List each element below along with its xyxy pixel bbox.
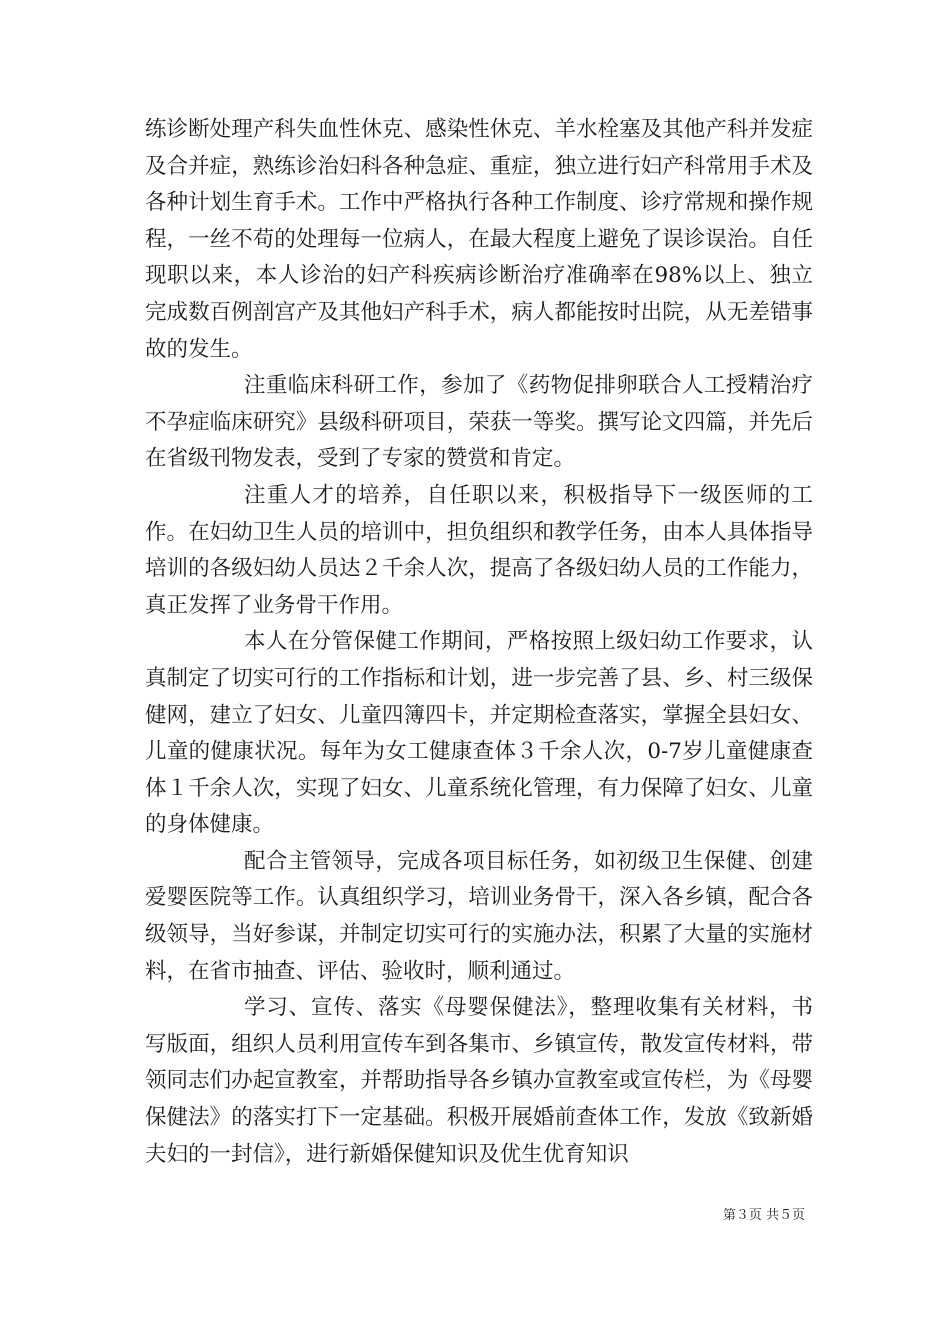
page-number: 第３页 共５页 bbox=[722, 1208, 805, 1223]
paragraph-cooperation: 配合主管领导，完成各项目标任务，如初级卫生保健、创建爱婴医院等工作。认真组织学习，培训业务骨干，深入各乡镇，配合各级领导，当好参谋，并制定切实可行的实施办法，积累了大量的实施材料，在省市抽查、评估、验收时，顺利通过。 bbox=[145, 848, 813, 984]
paragraph-research: 注重临床科研工作，参加了《药物促排卵联合人工授精治疗不孕症临床研究》县级科研项目，荣获一等奖。撰写论文四篇，并先后在省级刊物发表，受到了专家的赞赏和肯定。 bbox=[145, 373, 813, 472]
paragraph-healthcare: 本人在分管保健工作期间，严格按照上级妇幼工作要求，认真制定了切实可行的工作指标和计划，进一步完善了县、乡、村三级保健网，建立了妇女、儿童四簿四卡，并定期检查落实，掌握全县妇女、儿童的健康状况。每年为女工健康查体３千余人次，0-7岁儿童健康查体１千余人次，实现了妇女、儿童系统化管理，有力保障了妇女、儿童的身体健康。 bbox=[145, 629, 813, 838]
paragraph-training: 注重人才的培养，自任职以来，积极指导下一级医师的工作。在妇幼卫生人员的培训中，担负组织和教学任务，由本人具体指导培训的各级妇幼人员达２千余人次，提高了各级妇幼人员的工作能力，真正发挥了业务骨干作用。 bbox=[145, 482, 813, 618]
paragraph-continuation: 练诊断处理产科失血性休克、感染性休克、羊水栓塞及其他产科并发症及合并症，熟练诊治妇科各种急症、重症，独立进行妇产科常用手术及各种计划生育手术。工作中严格执行各种工作制度、诊疗常规和操作规程，一丝不苟的处理每一位病人，在最大程度上避免了误诊误治。自任现职以来，本人诊治的妇产科疾病诊断治疗准确率在98%以上、独立完成数百例剖宫产及其他妇产科手术，病人都能按时出院，从无差错事故的发生。 bbox=[145, 117, 813, 362]
paragraph-publicity: 学习、宣传、落实《母婴保健法》，整理收集有关材料，书写版面，组织人员利用宣传车到各集市、乡镇宣传，散发宣传材料，带领同志们办起宣教室，并帮助指导各乡镇办宣教室或宣传栏，为《母婴保健法》的落实打下一定基础。积极开展婚前查体工作，发放《致新婚夫妇的一封信》，进行新婚保健知识及优生优育知识 bbox=[145, 995, 813, 1167]
body-text bbox=[145, 112, 813, 1173]
